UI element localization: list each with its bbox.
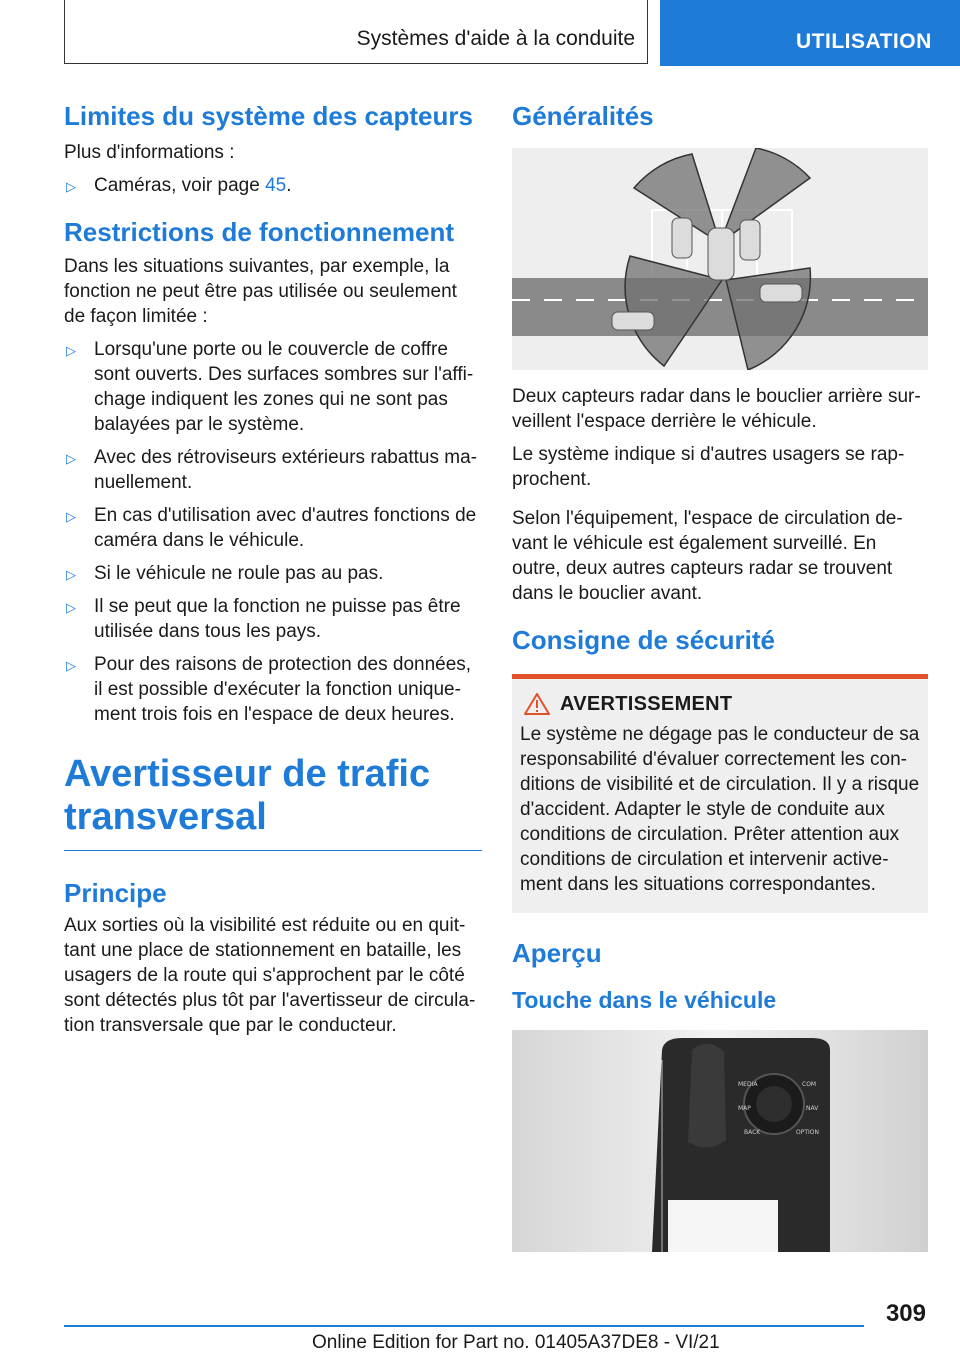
button-heading: Touche dans le véhicule: [512, 987, 777, 1014]
warning-box: [512, 674, 928, 913]
list-item: ▷ Pour des raisons de protection des données, il est possible d'exécuter la fonction uniquement trois fois en l'espace de deux heures.: [66, 653, 472, 725]
bullet-triangle-icon: ▷: [66, 450, 76, 466]
bullet-triangle-icon: ▷: [66, 599, 76, 615]
console-illustration: [512, 1030, 928, 1252]
console-button-label: MAP: [738, 1105, 751, 1113]
warning-text: Le système ne dégage pas le conducteur de sa responsabilité d'évaluer correctement les conditions de visibilité et de circulation. Il y a risque d'accident. Adapter le style de conduite aux conditions de circulation. Prêter attention aux conditions de circulation et intervenir activement dans les situations correspondantes.: [520, 723, 920, 895]
restrictions-intro: Dans les situations suivantes, par exemple, la fonction ne peut être pas utilisée ou seulement de façon limitée :: [64, 255, 457, 327]
list-item: ▷ Lorsqu'une porte ou le couvercle de coffre sont ouverts. Des surfaces sombres sur l'affichage indiquent les zones qui ne sont pas balayées par le système.: [66, 338, 474, 435]
limits-list: [64, 173, 482, 198]
chapter-rule: [64, 850, 482, 852]
limits-intro: Plus d'informations :: [64, 141, 235, 163]
page-link[interactable]: 45: [265, 174, 287, 196]
warning-label: AVERTISSEMENT: [560, 692, 733, 715]
header-section-title: Systèmes d'aide à la conduite: [356, 27, 635, 50]
header-chapter-tab-label: UTILISATION: [796, 30, 932, 53]
right-column: [512, 100, 928, 1252]
safety-heading: Consigne de sécurité: [512, 624, 775, 655]
bullet-triangle-icon: ▷: [66, 342, 76, 358]
list-item: ▷ Si le véhicule ne roule pas au pas.: [64, 561, 482, 586]
left-column: [64, 100, 482, 1038]
warning-header: [520, 693, 920, 716]
restrictions-heading: Restrictions de fonctionnement: [64, 216, 455, 247]
general-paragraph-2: Le système indique si d'autres usagers se rapprochent.: [512, 443, 905, 490]
bullet-triangle-icon: ▷: [66, 178, 76, 194]
footer-rule: [64, 1325, 864, 1327]
radar-illustration: [512, 148, 928, 370]
principle-text: Aux sorties où la visibilité est réduite ou en quittant une place de stationnement en bataille, les usagers de la route qui s'approchent par le côté sont détectés plus tôt par l'avertisseur de circulation transversale que par le conducteur.: [64, 915, 476, 1037]
overview-heading: Aperçu: [512, 937, 602, 968]
console-button-label: NAV: [806, 1105, 819, 1113]
console-button-label: BACK: [744, 1129, 761, 1137]
limits-heading: Limites du système des capteurs: [64, 101, 473, 131]
chapter-heading: Avertisseur de trafic transversal: [64, 752, 431, 839]
bullet-triangle-icon: ▷: [66, 566, 76, 582]
list-item: ▷ Avec des rétroviseurs extérieurs rabattus manuellement.: [66, 446, 477, 493]
bullet-triangle-icon: ▷: [66, 508, 76, 524]
general-heading: Généralités: [512, 101, 654, 131]
general-paragraph-1: Deux capteurs radar dans le bouclier arrière surveillent l'espace derrière le véhicule.: [512, 385, 921, 432]
footer-edition-text: Online Edition for Part no. 01405A37DE8 - VI/21: [312, 1332, 720, 1353]
list-item: ▷ En cas d'utilisation avec d'autres fonctions de caméra dans le véhicule.: [66, 504, 477, 551]
console-button-label: OPTION: [796, 1129, 819, 1137]
header-section-box: [64, 0, 648, 64]
restrictions-list: [64, 337, 482, 727]
bullet-triangle-icon: ▷: [66, 657, 76, 673]
list-item: ▷ Il se peut que la fonction ne puisse pas être utilisée dans tous les pays.: [66, 595, 461, 642]
radar-coverage-image: [512, 148, 928, 370]
header-chapter-tab[interactable]: [660, 0, 960, 66]
center-console-image: [512, 1030, 928, 1252]
console-button-label: COM: [802, 1081, 817, 1089]
page-number: 309: [885, 1300, 926, 1327]
principle-heading: Principe: [64, 878, 167, 909]
console-button-label: MEDIA: [738, 1081, 758, 1089]
list-item: ▷ Caméras, voir page 45.: [64, 173, 482, 198]
warning-triangle-icon: [524, 693, 550, 715]
general-paragraph-3: Selon l'équipement, l'espace de circulation devant le véhicule est également surveillé. En outre, deux autres capteurs radar se trouvent dans le bouclier avant.: [512, 507, 903, 604]
